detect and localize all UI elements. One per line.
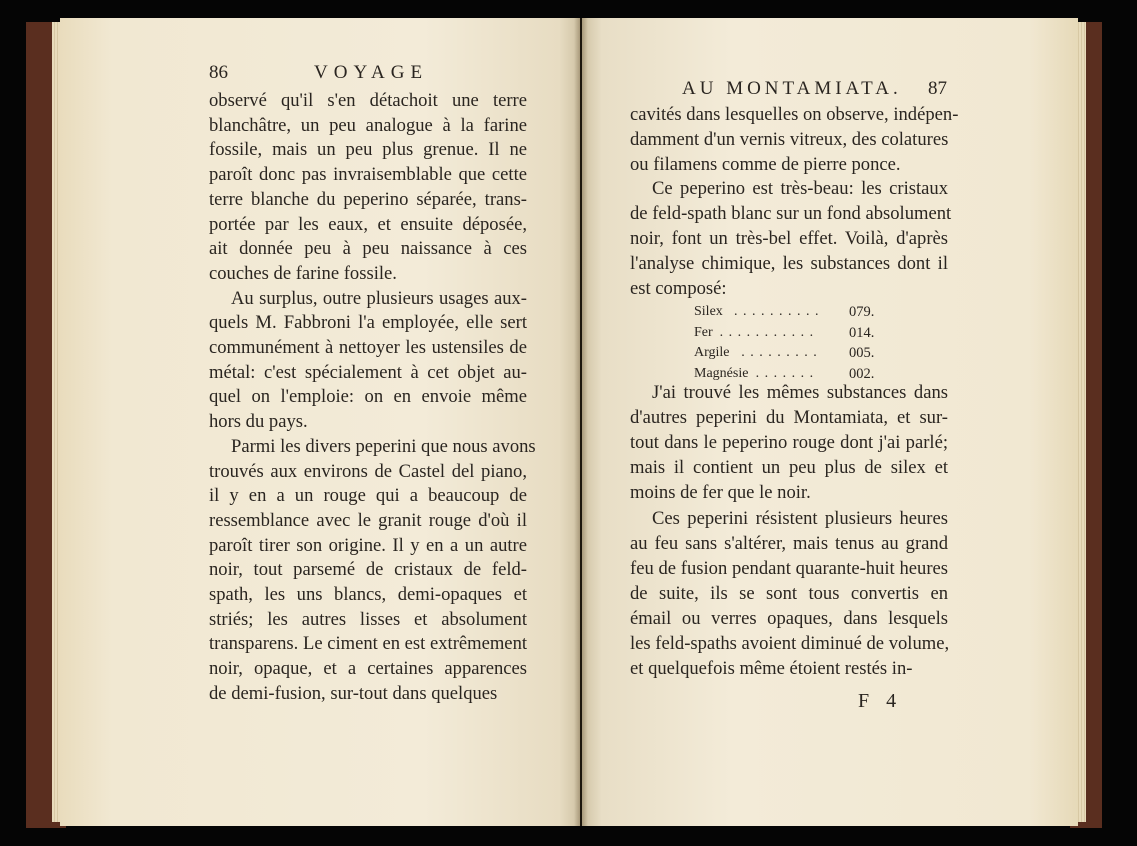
text-line: il y en a un rouge qui a beaucoup de [209, 485, 527, 507]
composition-name: Fer [694, 324, 713, 340]
text-line: de feld-spath blanc sur un fond absolument [630, 203, 952, 225]
composition-value: 002. [849, 365, 875, 382]
text-line: et quelquefois même étoient restés in- [630, 658, 913, 680]
text-line: métal: c'est spécialement à cet objet au- [209, 361, 527, 383]
text-line: ou filamens comme de pierre ponce. [630, 153, 901, 175]
left-running-title: VOYAGE [314, 62, 429, 83]
text-line: Au surplus, outre plusieurs usages aux- [231, 287, 527, 309]
text-line: au feu sans s'altérer, mais tenus au grand [630, 532, 948, 554]
text-line: terre blanche du peperino séparée, trans- [209, 188, 527, 210]
text-line: damment d'un vernis vitreux, des colatures [630, 128, 949, 150]
text-line: observé qu'il s'en détachoit une terre [209, 90, 527, 111]
text-line: noir, tout parsemé de cristaux de feld- [209, 559, 527, 581]
text-line: Ces peperini résistent plusieurs heures [652, 507, 948, 529]
right-page-number: 87 [928, 78, 947, 99]
text-line: ressemblance avec le granit rouge d'où il [209, 509, 527, 531]
text-line: est composé: [630, 277, 727, 299]
composition-name: Argile [694, 345, 730, 360]
text-line: de suite, ils se sont tous convertis en [630, 582, 948, 604]
text-line: les feld-spaths avoient diminué de volume, [630, 633, 950, 654]
text-line: Parmi les divers peperini que nous avons [231, 435, 536, 457]
text-line: hors du pays. [209, 411, 308, 433]
left-page-number: 86 [209, 62, 228, 83]
composition-leader-dots: . . . . . . . [755, 365, 815, 381]
composition-name: Magnésie [694, 365, 749, 381]
composition-name: Silex [694, 304, 723, 319]
text-line: paroît donc pas invraisemblable que cette [209, 164, 527, 186]
composition-value: 014. [849, 324, 875, 341]
text-line: trouvés aux environs de Castel del piano, [209, 460, 527, 482]
text-line: noir, font un très-bel effet. Voilà, d'après [630, 228, 948, 249]
text-line: cavités dans lesquelles on observe, indépen- [630, 104, 959, 125]
text-line: émail ou verres opaques, dans lesquels [630, 607, 948, 629]
composition-value: 005. [849, 345, 875, 361]
text-line: quel on l'emploie: on en envoie même [209, 386, 527, 408]
text-line: feu de fusion pendant quarante-huit heures [630, 557, 948, 579]
text-line: communément à nettoyer les ustensiles de [209, 337, 527, 358]
text-line: moins de fer que le noir. [630, 482, 811, 504]
composition-leader-dots: . . . . . . . . . [741, 345, 818, 360]
signature-mark: F 4 [858, 690, 903, 712]
text-line: couches de farine fossile. [209, 262, 397, 284]
composition-leader-dots: . . . . . . . . . . . [719, 324, 815, 340]
composition-leader-dots: . . . . . . . . . . [734, 304, 820, 319]
text-line: blanchâtre, un peu analogue à la farine [209, 114, 527, 136]
text-line: tout dans le peperino rouge dont j'ai parlé; [630, 432, 948, 454]
text-line: mais il contient un peu plus de silex et [630, 457, 948, 479]
text-line: d'autres peperini du Montamiata, et sur- [630, 407, 948, 429]
text-line: l'analyse chimique, les substances dont il [630, 252, 948, 274]
text-line: J'ai trouvé les mêmes substances dans [652, 382, 948, 403]
text-line: ait donnée peu à peu naissance à ces [209, 238, 527, 260]
text-line: portée par les eaux, et ensuite déposée, [209, 213, 527, 235]
composition-value: 079. [849, 304, 875, 320]
text-line: de demi-fusion, sur-tout dans quelques [209, 682, 498, 704]
text-line: paroît tirer son origine. Il y en a un autre [209, 534, 527, 556]
right-running-title: AU MONTAMIATA. [682, 78, 902, 99]
text-line: spath, les uns blancs, demi-opaques et [209, 584, 527, 605]
text-line: Ce peperino est très-beau: les cristaux [652, 178, 948, 200]
text-line: transparens. Le ciment en est extrêmement [209, 633, 528, 655]
text-line: fossile, mais un peu plus grenue. Il ne [209, 139, 527, 161]
text-line: striés; les autres lisses et absolument [209, 608, 527, 630]
text-line: noir, opaque, et a certaines apparences [209, 658, 527, 680]
text-line: quels M. Fabbroni l'a employée, elle sert [209, 312, 527, 334]
